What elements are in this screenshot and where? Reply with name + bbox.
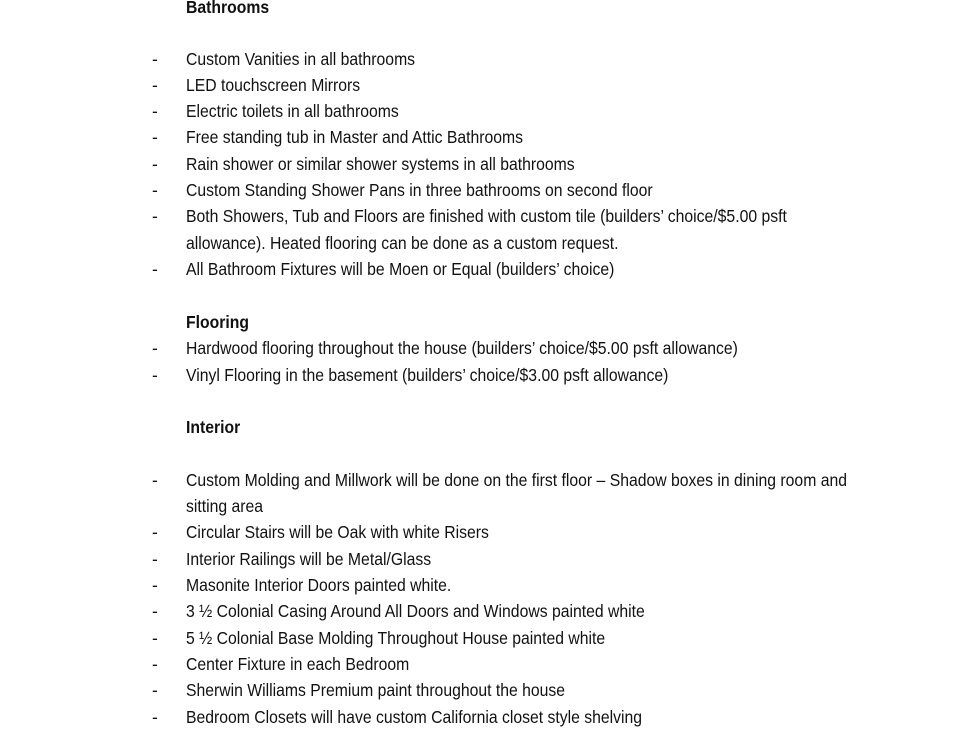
list-item-text: Hardwood flooring throughout the house (builders’ choice/$5.00 psft allowance) [186, 338, 738, 358]
heading-text: Interior [186, 417, 241, 437]
bullet-dash: - [152, 75, 158, 95]
list-item-text: sitting area [186, 496, 264, 516]
list-item-text: 5 ½ Colonial Base Molding Throughout House painted white [186, 628, 606, 648]
list-item-text: Interior Railings will be Metal/Glass [186, 549, 432, 569]
bullet-dash: - [152, 49, 158, 69]
bullet-dash: - [152, 654, 158, 674]
list-item-text: 3 ½ Colonial Casing Around All Doors and Windows painted white [186, 601, 645, 621]
list-item-text: Vinyl Flooring in the basement (builders’ choice/$3.00 psft allowance) [186, 365, 669, 385]
bullet-dash: - [152, 338, 158, 358]
list-item-text: Custom Vanities in all bathrooms [186, 49, 416, 69]
list-item-text: Masonite Interior Doors painted white. [186, 575, 452, 595]
bullet-dash: - [152, 522, 158, 542]
list-item-text: Circular Stairs will be Oak with white Risers [186, 522, 489, 542]
heading-text: Flooring [186, 312, 249, 332]
list-item-text: Both Showers, Tub and Floors are finished with custom tile (builders’ choice/$5.00 psft [186, 206, 787, 226]
heading-text: Bathrooms [186, 0, 270, 17]
list-item-text: Center Fixture in each Bedroom [186, 654, 410, 674]
list-item-text: Free standing tub in Master and Attic Bathrooms [186, 127, 524, 147]
bullet-dash: - [152, 575, 158, 595]
bullet-dash: - [152, 601, 158, 621]
bullet-dash: - [152, 680, 158, 700]
list-item-text: Custom Standing Shower Pans in three bathrooms on second floor [186, 180, 653, 200]
list-item-text: Custom Molding and Millwork will be done on the first floor – Shadow boxes in dining room and [186, 470, 847, 490]
list-item-text: All Bathroom Fixtures will be Moen or Equal (builders’ choice) [186, 259, 615, 279]
bullet-dash: - [152, 180, 158, 200]
bullet-dash: - [152, 628, 158, 648]
list-item-text: LED touchscreen Mirrors [186, 75, 361, 95]
bullet-dash: - [152, 154, 158, 174]
bullet-dash: - [152, 365, 158, 385]
bullet-dash: - [152, 127, 158, 147]
list-item-text: allowance). Heated flooring can be done as a custom request. [186, 233, 619, 253]
bullet-dash: - [152, 206, 158, 226]
bullet-dash: - [152, 549, 158, 569]
list-item-text: Rain shower or similar shower systems in all bathrooms [186, 154, 575, 174]
list-item-text: Sherwin Williams Premium paint throughout the house [186, 680, 566, 700]
bullet-dash: - [152, 707, 158, 727]
bullet-dash: - [152, 259, 158, 279]
bullet-dash: - [152, 101, 158, 121]
list-item-text: Electric toilets in all bathrooms [186, 101, 399, 121]
bullet-dash: - [152, 470, 158, 490]
list-item-text: Bedroom Closets will have custom California closet style shelving [186, 707, 643, 727]
